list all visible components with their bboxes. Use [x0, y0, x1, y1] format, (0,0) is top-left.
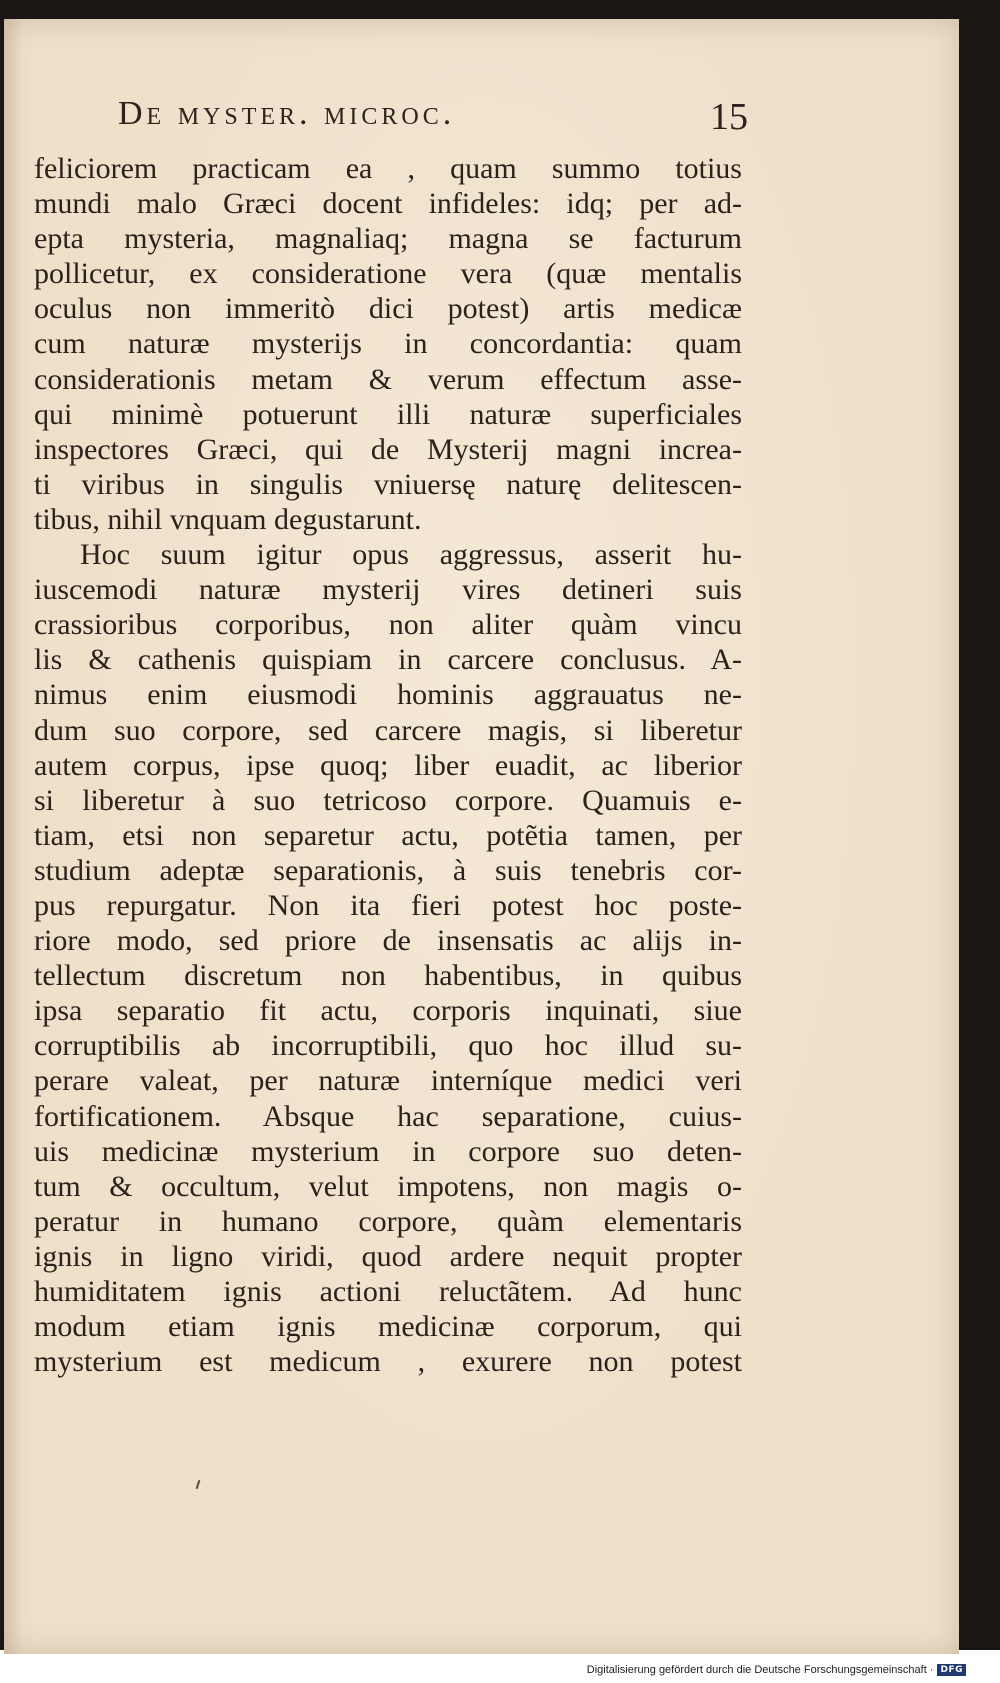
text-line: qui minimè potuerunt illi naturæ superficiales	[34, 397, 742, 431]
text-line: tum & occultum, velut impotens, non magis o-	[34, 1169, 742, 1203]
text-line: pollicetur, ex consideratione vera (quæ mentalis	[34, 257, 742, 291]
page-number: 15	[710, 96, 748, 138]
text-line: si liberetur à suo tetricoso corpore. Quamuis e-	[34, 783, 742, 817]
text-line: tiam, etsi non separetur actu, potẽtia tamen, per	[34, 818, 742, 852]
text-line: cum naturæ mysterijs in concordantia: quam	[34, 327, 742, 361]
text-line: ipsa separatio fit actu, corporis inquinati, siue	[34, 994, 742, 1028]
text-line: modum etiam ignis medicinæ corporum, qui	[34, 1310, 742, 1344]
text-line: ignis in ligno viridi, quod ardere nequit propter	[34, 1239, 742, 1273]
text-line: iuscemodi naturæ mysterij vires detineri suis	[34, 573, 742, 607]
digitization-credit	[587, 1664, 966, 1676]
dfg-logo-icon: DFG	[937, 1664, 966, 1676]
text-line: mundi malo Græci docent infideles: idq; per ad-	[34, 187, 742, 221]
paragraph-first-line: Hoc suum igitur opus aggressus, asserit hu-	[80, 538, 742, 572]
text-line: mysterium est medicum , exurere non potest	[34, 1345, 742, 1379]
text-line: corruptibilis ab incorruptibili, quo hoc illud su-	[34, 1029, 742, 1063]
text-line: considerationis metam & verum effectum asse-	[34, 362, 742, 396]
text-line: ti viribus in singulis vniuersę naturę delitescen-	[34, 467, 742, 501]
text-line: nimus enim eiusmodi hominis aggrauatus ne-	[34, 678, 742, 712]
text-line: oculus non immeritò dici potest) artis medicæ	[34, 292, 742, 326]
body-text	[34, 151, 742, 1379]
text-line: riore modo, sed priore de insensatis ac alijs in-	[34, 924, 742, 958]
text-line: humiditatem ignis actioni reluctãtem. Ad hunc	[34, 1275, 742, 1308]
text-line: autem corpus, ipse quoq; liber euadit, ac liberior	[34, 748, 742, 782]
text-line: crassioribus corporibus, non aliter quàm vincu	[34, 608, 742, 642]
text-line: epta mysteria, magnaliaq; magna se facturum	[34, 222, 742, 256]
text-line: inspectores Græci, qui de Mysterij magni increa-	[34, 432, 742, 466]
text-line: fortificationem. Absque hac separatione, cuius-	[34, 1099, 742, 1133]
text-line: perare valeat, per naturæ interníque medici veri	[34, 1064, 742, 1098]
text-line: feliciorem practicam ea , quam summo totius	[34, 152, 742, 185]
running-title: De myster. microc.	[118, 95, 456, 132]
running-head	[118, 95, 748, 141]
credit-text: Digitalisierung gefördert durch die Deutsche Forschungsgemeinschaft ·	[586, 1664, 934, 1676]
text-line: peratur in humano corpore, quàm elementaris	[34, 1204, 742, 1238]
text-line: pus repurgatur. Non ita fieri potest hoc poste-	[34, 888, 742, 922]
text-line: uis medicinæ mysterium in corpore suo deten-	[34, 1134, 742, 1168]
text-line: lis & cathenis quispiam in carcere conclusus. A-	[34, 643, 742, 677]
text-line: tibus, nihil vnquam degustarunt.	[34, 502, 422, 536]
text-line: studium adeptæ separationis, à suis tenebris cor-	[34, 853, 742, 887]
text-line: dum suo corpore, sed carcere magis, si liberetur	[34, 713, 742, 747]
text-line: tellectum discretum non habentibus, in quibus	[34, 959, 742, 993]
